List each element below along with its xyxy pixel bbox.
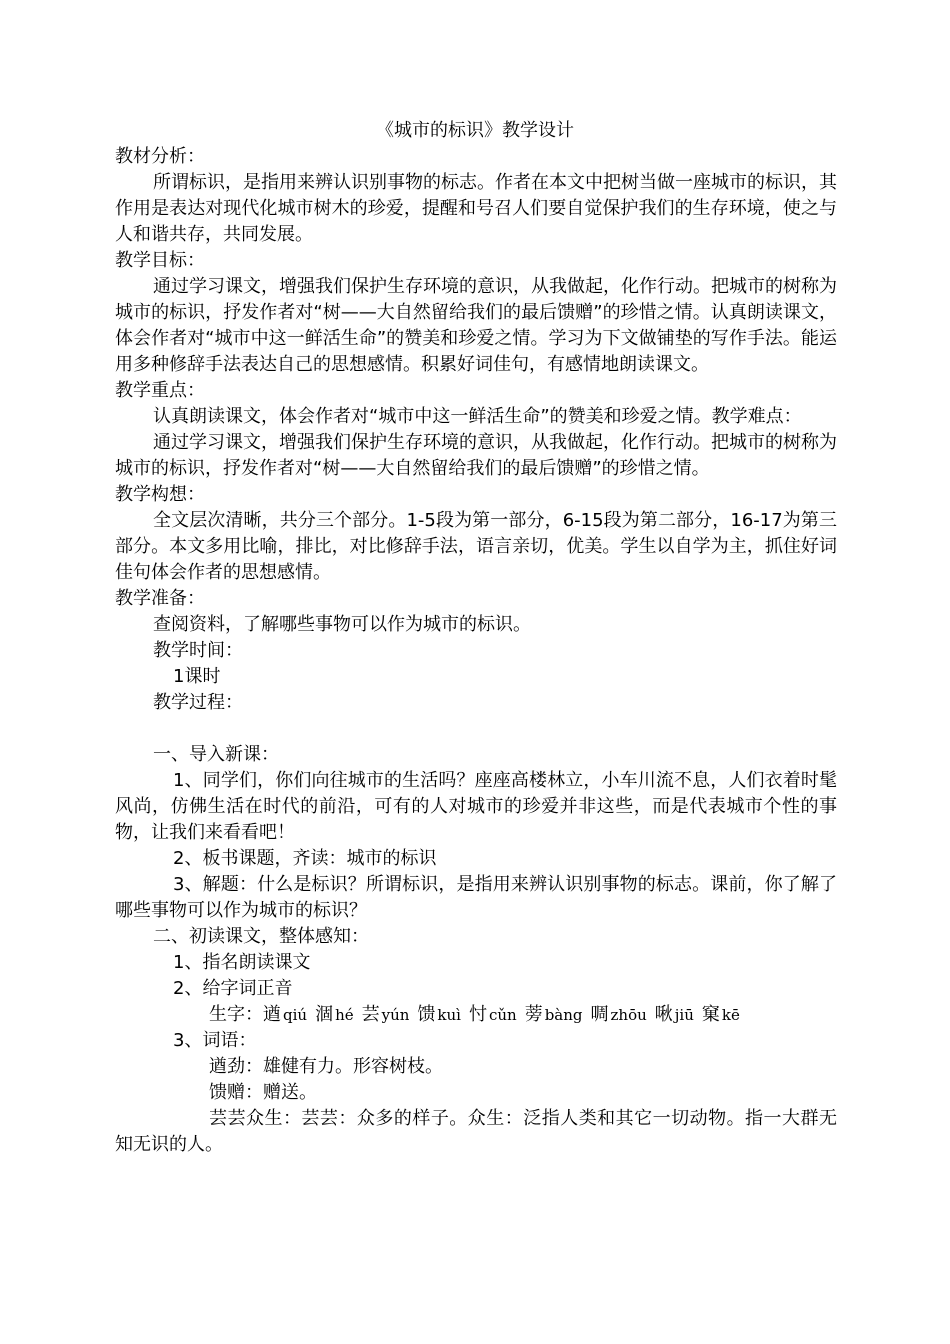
prep-heading: 教学准备：: [115, 588, 205, 609]
shengzi-item: 涸 hé: [315, 1004, 354, 1025]
part1-item2: 2、板书课题，齐读：城市的标识: [173, 848, 437, 869]
part2-item3: 3、词语：: [173, 1030, 257, 1051]
part2-item2: 2、给字词正音: [173, 978, 293, 999]
shengzi-item: 蒡 bàng: [524, 1004, 583, 1025]
part2-heading: 二、初读课文，整体感知：: [153, 926, 369, 947]
part1-item1: 1、同学们，你们向往城市的生活吗？座座高楼林立，小车川流不息，人们衣着时髦风尚，仿佛生活在时代的前沿，可有的人对城市的珍爱并非这些，而是代表城市个性的事物，让我们来看看吧！: [115, 770, 837, 843]
shengzi-item: 啾 jiū: [654, 1004, 694, 1025]
goals-heading: 教学目标：: [115, 250, 205, 271]
process-heading: 教学过程：: [153, 692, 243, 713]
time-heading: 教学时间：: [153, 640, 243, 661]
shengzi-label: 生字：: [209, 1004, 263, 1025]
shengzi-item: 窠 kē: [701, 1004, 740, 1025]
word-entry-3: 芸芸众生：芸芸：众多的样子。众生：泛指人类和其它一切动物。指一大群无知无识的人。: [115, 1108, 837, 1155]
analysis-text: 所谓标识，是指用来辨认识别事物的标志。作者在本文中把树当做一座城市的标识，其作用是表达对现代化城市树木的珍爱，提醒和号召人们要自觉保护我们的生存环境，使之与人和谐共存，共同发展。: [115, 172, 837, 245]
blank-line: [115, 716, 837, 742]
focus-heading: 教学重点：: [115, 380, 205, 401]
goals-text: 通过学习课文，增强我们保护生存环境的意识，从我做起，化作行动。把城市的树称为城市的标识，抒发作者对“树——大自然留给我们的最后馈赠”的珍惜之情。认真朗读课文，体会作者对“城市中这一鲜活生命”的赞美和珍爱之情。学习为下文做铺垫的写作手法。能运用多种修辞手法表达自己的思想感情。积累好词佳句，有感情地朗读课文。: [115, 276, 837, 375]
time-text: 1课时: [173, 666, 221, 687]
shengzi-item: 啁 zhōu: [590, 1004, 647, 1025]
shengzi-item: 忖 cǔn: [468, 1004, 517, 1025]
part1-item3: 3、解题：什么是标识？所谓标识，是指用来辨认识别事物的标志。课前，你了解了哪些事物可以作为城市的标识？: [115, 874, 837, 921]
part2-item1: 1、指名朗读课文: [173, 952, 311, 973]
shengzi-item: 馈 kuì: [417, 1004, 461, 1025]
shengzi-item: 遒 qiú: [263, 1004, 308, 1025]
page-title: 《城市的标识》教学设计: [376, 120, 574, 141]
concept-text: 全文层次清晰，共分三个部分。1-5段为第一部分，6-15段为第二部分，16-17为第三部分。本文多用比喻，排比，对比修辞手法，语言亲切，优美。学生以自学为主，抓住好词佳句体会作者的思想感情。: [115, 510, 837, 583]
focus-text: 认真朗读课文，体会作者对“城市中这一鲜活生命”的赞美和珍爱之情。教学难点：: [153, 406, 802, 427]
difficulty-text: 通过学习课文，增强我们保护生存环境的意识，从我做起，化作行动。把城市的树称为城市的标识，抒发作者对“树——大自然留给我们的最后馈赠”的珍惜之情。: [115, 432, 837, 479]
word-entry-1: 遒劲：雄健有力。形容树枝。: [209, 1056, 443, 1077]
prep-text: 查阅资料，了解哪些事物可以作为城市的标识。: [153, 614, 531, 635]
analysis-heading: 教材分析：: [115, 146, 205, 167]
shengzi-item: 芸 yún: [361, 1004, 410, 1025]
shengzi-row: [115, 1002, 837, 1028]
part1-heading: 一、导入新课：: [153, 744, 279, 765]
document-body: [115, 118, 837, 1158]
concept-heading: 教学构想：: [115, 484, 205, 505]
word-entry-2: 馈赠：赠送。: [209, 1082, 317, 1103]
